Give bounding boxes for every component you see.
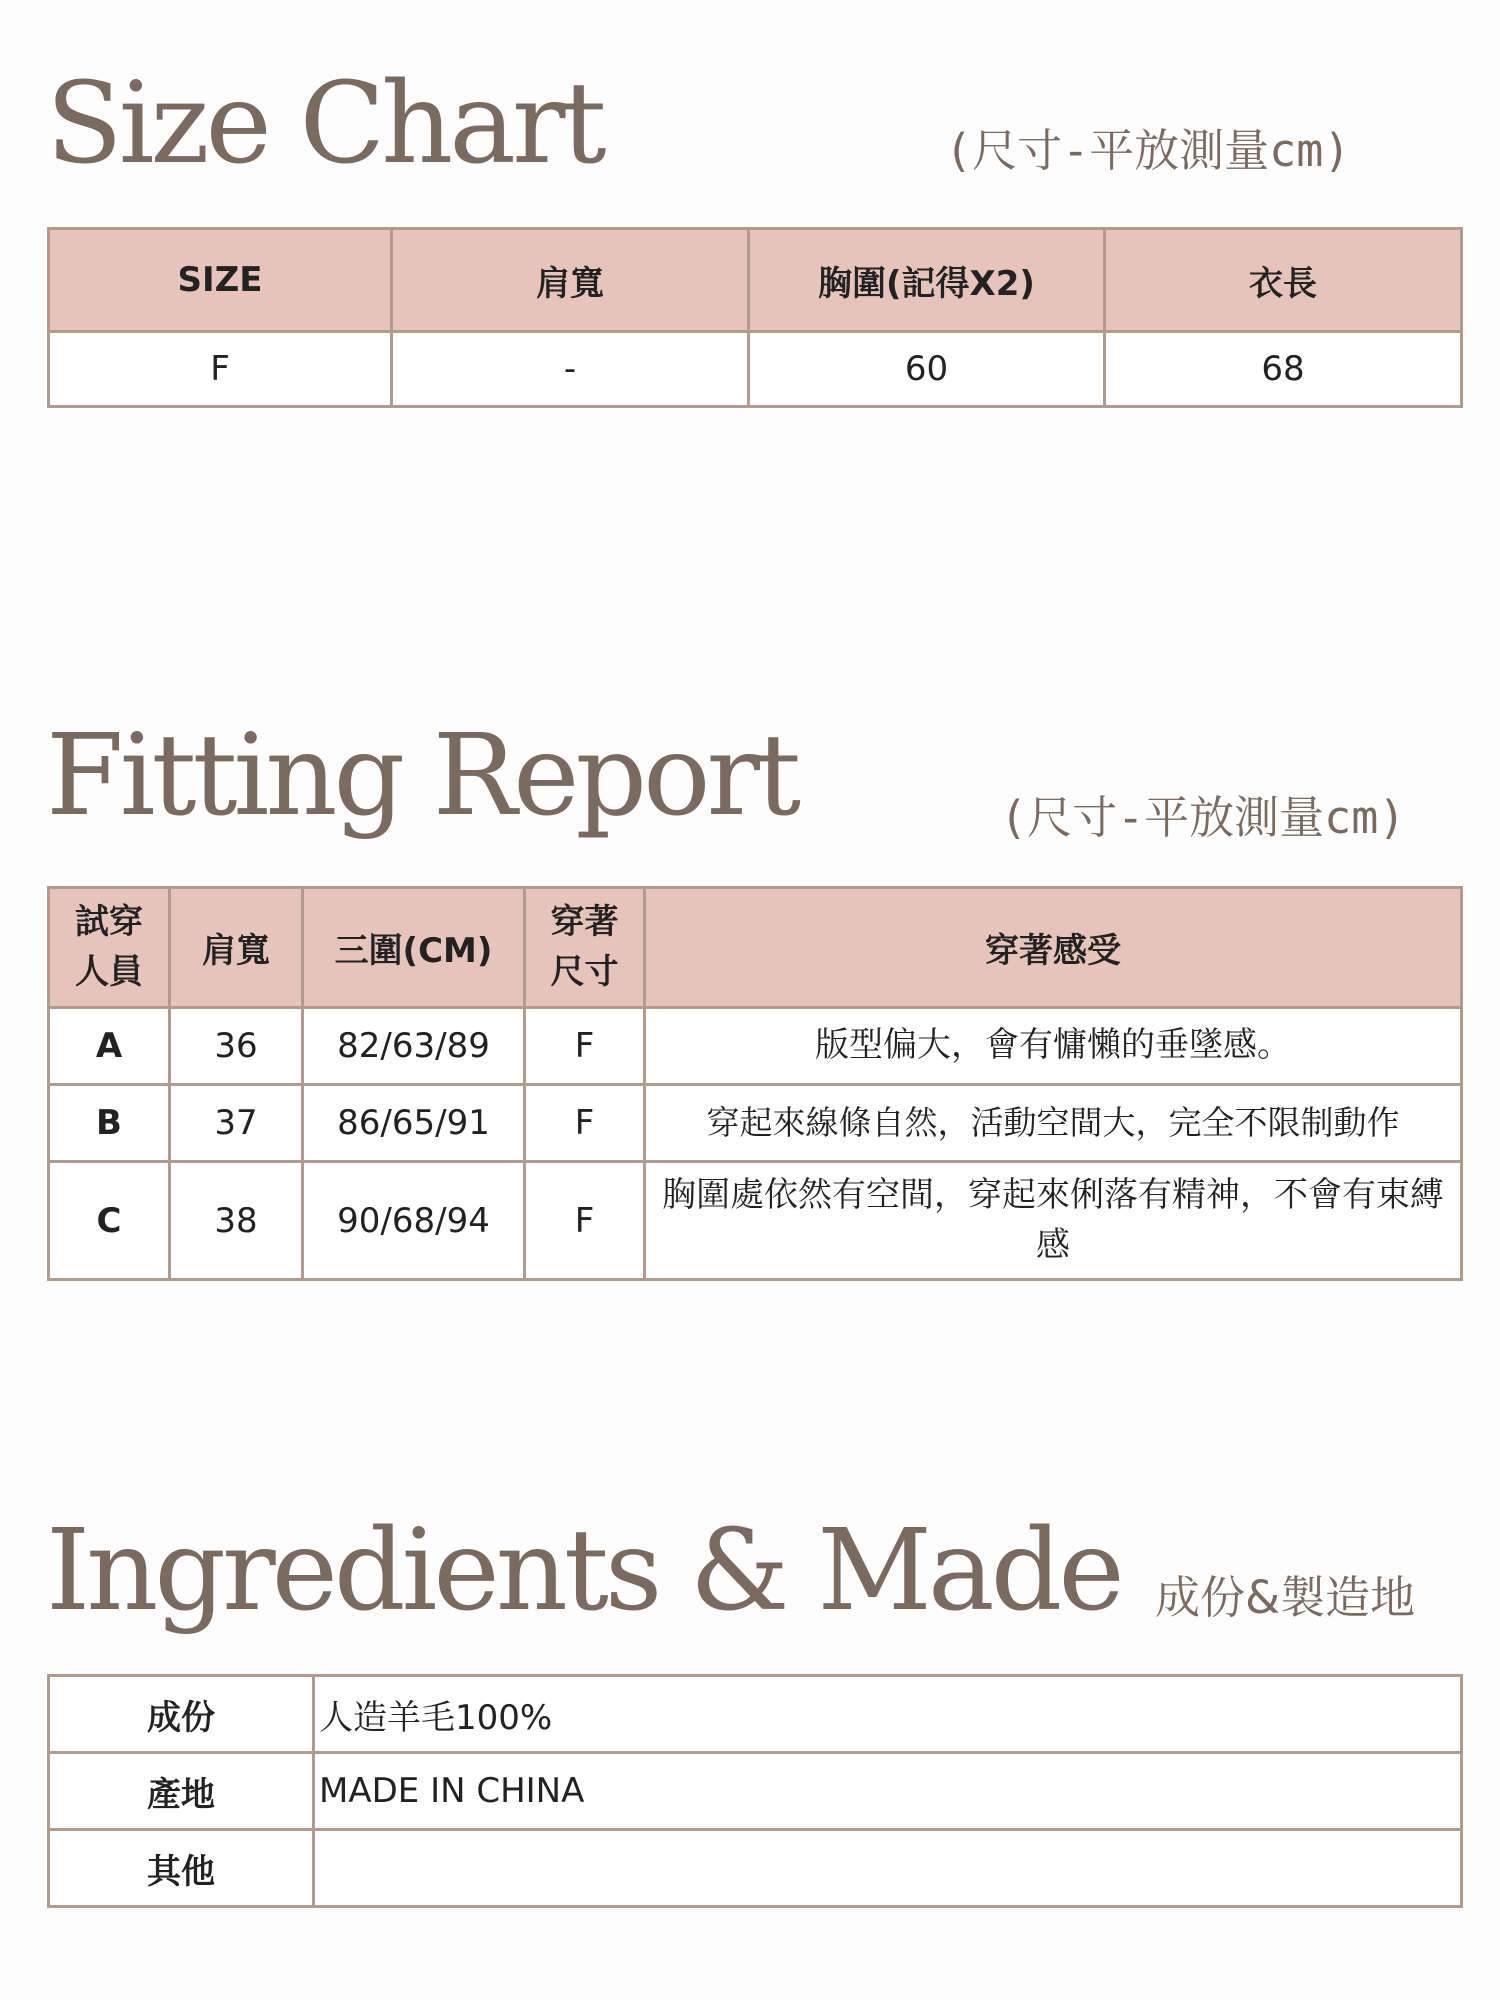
fitting-header-feel: 穿著感受 xyxy=(645,888,1462,1008)
ingredients-value-cell: MADE IN CHINA xyxy=(314,1753,1462,1830)
fitting-report-table xyxy=(47,886,1463,1281)
shoulder-cell: - xyxy=(392,332,749,407)
table-row xyxy=(49,1008,1462,1085)
ingredients-title: Ingredients & Made xyxy=(46,1506,1121,1636)
size-chart-header-shoulder: 肩寬 xyxy=(392,229,749,332)
feel-cell: 版型偏大，會有慵懶的垂墜感。 xyxy=(645,1008,1462,1085)
tester-cell: A xyxy=(49,1008,170,1085)
table-row xyxy=(49,1830,1462,1907)
ingredients-key-cell: 成份 xyxy=(49,1676,314,1753)
shoulder-cell: 38 xyxy=(170,1162,303,1280)
fitting-report-title: Fitting Report xyxy=(46,711,798,841)
size-cell: F xyxy=(49,332,392,407)
ingredients-key-cell: 其他 xyxy=(49,1830,314,1907)
size-chart-subtitle: (尺寸-平放測量cm) xyxy=(945,124,1351,177)
ingredients-subtitle: 成份&製造地 xyxy=(1155,1571,1416,1624)
ingredients-key-cell: 產地 xyxy=(49,1753,314,1830)
table-row xyxy=(49,1676,1462,1753)
fitting-report-subtitle: (尺寸-平放測量cm) xyxy=(1000,791,1406,844)
size-chart-table xyxy=(47,227,1463,408)
table-row xyxy=(49,1753,1462,1830)
table-row xyxy=(49,1085,1462,1162)
wear-size-cell: F xyxy=(525,1008,645,1085)
measurements-cell: 82/63/89 xyxy=(303,1008,525,1085)
fitting-header-measurements: 三圍(CM) xyxy=(303,888,525,1008)
size-chart-header-bust: 胸圍(記得X2) xyxy=(749,229,1105,332)
fitting-header-tester: 試穿 人員 xyxy=(49,888,170,1008)
tester-cell: C xyxy=(49,1162,170,1280)
table-row xyxy=(49,1162,1462,1280)
shoulder-cell: 37 xyxy=(170,1085,303,1162)
wear-size-cell: F xyxy=(525,1162,645,1280)
measurements-cell: 90/68/94 xyxy=(303,1162,525,1280)
size-chart-title: Size Chart xyxy=(46,59,603,189)
tester-cell: B xyxy=(49,1085,170,1162)
fitting-header-row xyxy=(49,888,1462,1008)
ingredients-table xyxy=(47,1674,1463,1908)
fitting-header-shoulder: 肩寬 xyxy=(170,888,303,1008)
table-row xyxy=(49,332,1462,407)
feel-cell: 穿起來線條自然，活動空間大，完全不限制動作 xyxy=(645,1085,1462,1162)
ingredients-value-cell xyxy=(314,1830,1462,1907)
size-chart-header-size: SIZE xyxy=(49,229,392,332)
ingredients-value-cell: 人造羊毛100% xyxy=(314,1676,1462,1753)
wear-size-cell: F xyxy=(525,1085,645,1162)
bust-cell: 60 xyxy=(749,332,1105,407)
length-cell: 68 xyxy=(1105,332,1462,407)
shoulder-cell: 36 xyxy=(170,1008,303,1085)
feel-cell: 胸圍處依然有空間，穿起來俐落有精神，不會有束縛感 xyxy=(645,1162,1462,1280)
fitting-header-wear-size: 穿著 尺寸 xyxy=(525,888,645,1008)
size-chart-header-row xyxy=(49,229,1462,332)
size-chart-header-length: 衣長 xyxy=(1105,229,1462,332)
measurements-cell: 86/65/91 xyxy=(303,1085,525,1162)
